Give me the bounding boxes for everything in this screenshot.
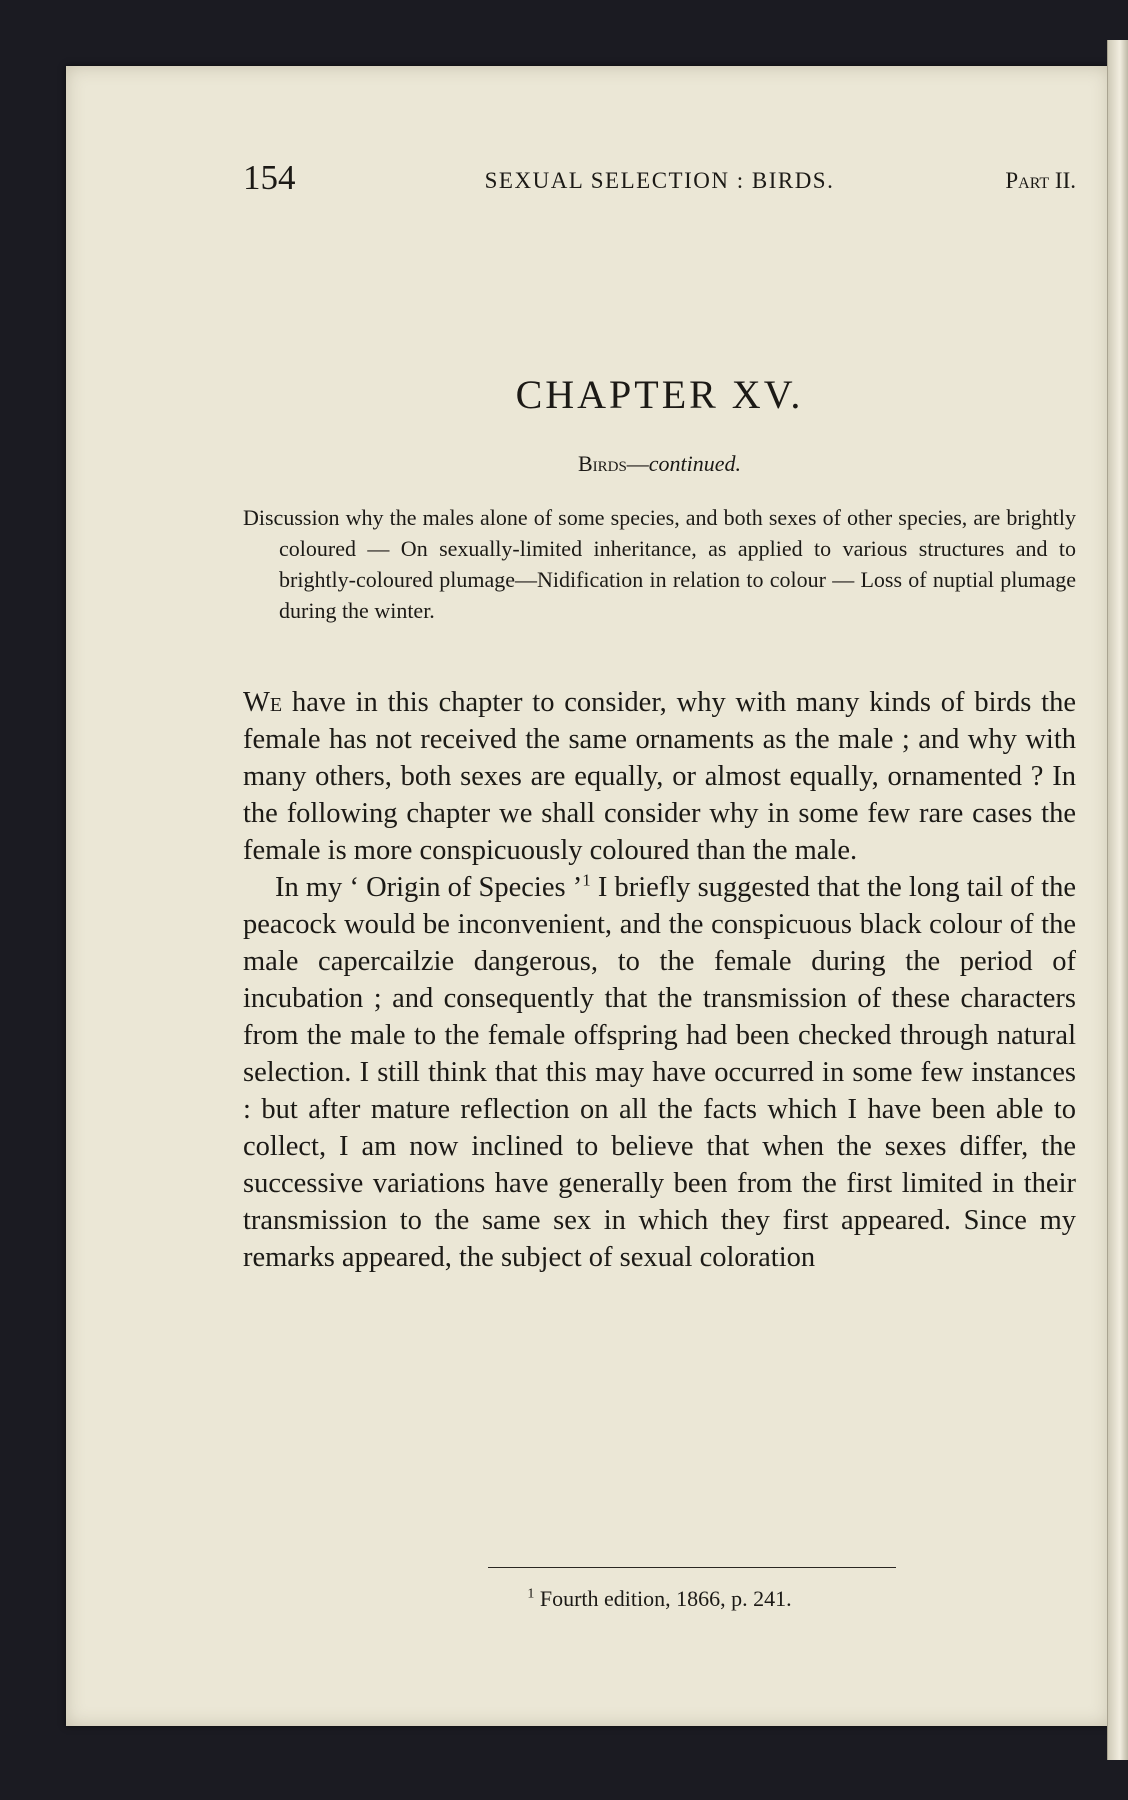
page-number: 154 — [243, 158, 296, 197]
footnote-text: Fourth edition, 1866, p. 241. — [534, 1586, 792, 1611]
paragraph-1 — [243, 684, 1076, 869]
running-head — [243, 158, 1076, 202]
next-page-edge — [1107, 40, 1128, 1760]
paragraph-2 — [243, 869, 1076, 1276]
subheading-italic: continued. — [648, 451, 742, 476]
chapter-heading: CHAPTER XV. — [515, 372, 804, 417]
footnote-marker: 1 — [527, 1586, 535, 1602]
paragraph-1-lead: We — [243, 687, 283, 718]
book-page — [66, 66, 1110, 1726]
paragraph-2-text: I briefly suggested that the long tail of the peacock would be inconvenient, and the conspicuous black colour of the male capercailzie dangerous, to the female during the period of incubation ; and consequently that the transmission of these characters from the male to the female offspring had been checked through natural selection. I still think that this may have occurred in some few instances : but after mature reflection on all the facts which I have been able to collect, I am now inclined to believe that when the sexes differ, the successive variations have generally been from the first limited in their transmission to the same sex in which they first appeared. Since my remarks appeared, the subject of sexual coloration — [243, 872, 1076, 1273]
subheading-dash: — — [626, 451, 649, 476]
body-text — [243, 684, 1076, 1276]
paragraph-1-text: have in this chapter to consider, why with many kinds of birds the female has not received the same ornaments as the male ; and why with many others, both sexes are equally, or almost equally, ornamented ? In the following chapter we shall consider why in some few rare cases the female is more conspicuously coloured than the male. — [243, 687, 1076, 866]
paragraph-2-start: In my ‘ Origin of Species ’ — [275, 872, 583, 903]
chapter-argument: Discussion why the males alone of some species, and both sexes of other species, are brightly coloured — On sexually-limited inheritance, as applied to various structures and to brightly-coloured plumage—Nidification in relation to colour — Loss of nuptial plumage during the winter. — [243, 505, 1076, 623]
part-label: Part II. — [1005, 168, 1076, 193]
footnote — [243, 1586, 1076, 1612]
running-title: SEXUAL SELECTION : BIRDS. — [484, 168, 835, 193]
chapter-subheading — [243, 451, 1076, 477]
subheading-small-caps: Birds — [577, 451, 627, 476]
footnote-reference: 1 — [582, 870, 591, 890]
footnote-divider — [488, 1567, 896, 1568]
